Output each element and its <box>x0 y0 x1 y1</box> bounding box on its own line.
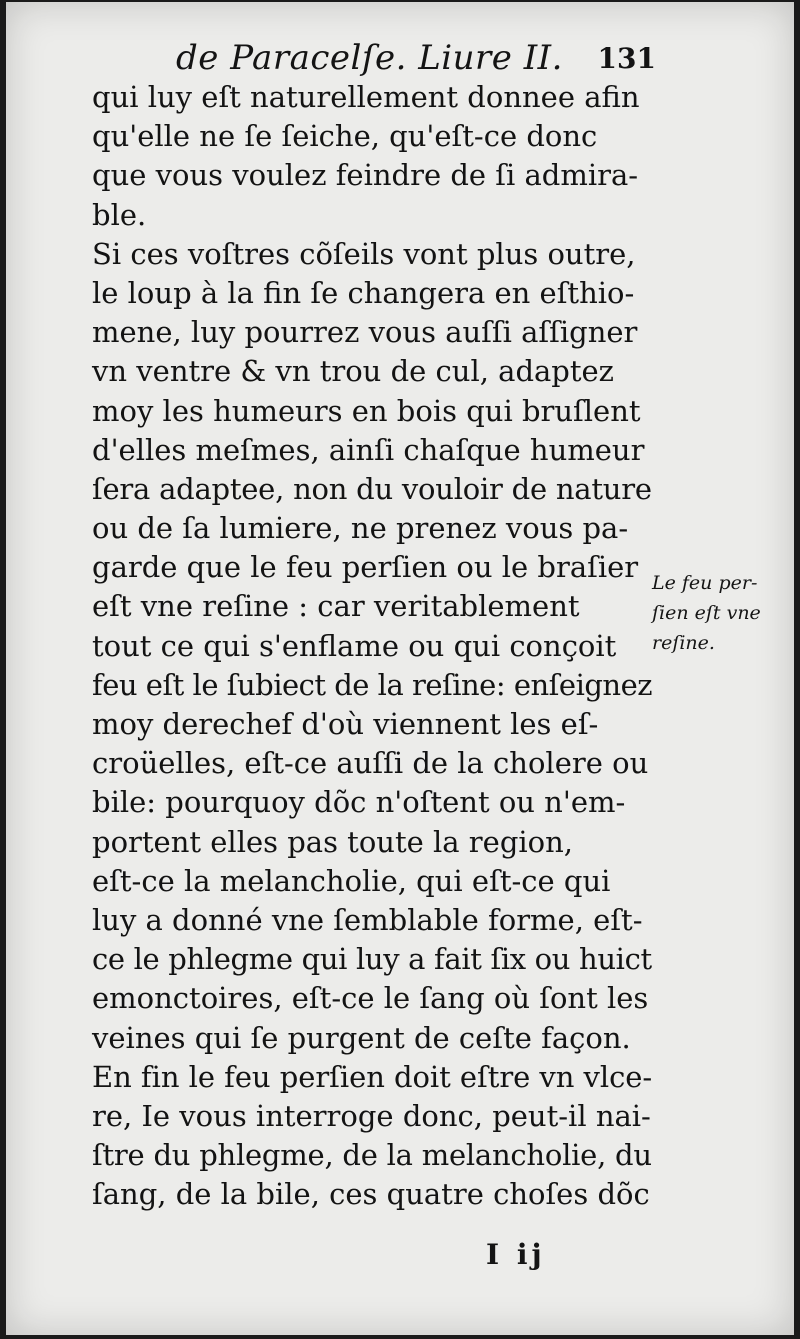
text-line: ſang, de la bile, ces quatre choſes dõc <box>92 1177 650 1212</box>
text-line: le loup à la fin ſe changera en eſthio- <box>92 275 635 310</box>
margin-note-line: Le feu per- <box>652 572 758 594</box>
page-number: 131 <box>597 42 656 75</box>
text-line: veines qui ſe purgent de ceſte façon. <box>92 1020 631 1055</box>
text-line: que vous voulez feindre de ſi admira- <box>92 158 639 193</box>
text-line: ſera adaptee, non du vouloir de nature <box>92 471 652 506</box>
page-header <box>176 30 656 80</box>
text-line: portent elles pas toute la region, <box>92 824 574 859</box>
text-line: eſt-ce la melancholie, qui eſt-ce qui <box>92 863 611 898</box>
signature-mark: I ij <box>486 1238 546 1271</box>
text-line: qu'elle ne ſe ſeiche, qu'eſt-ce donc <box>92 119 598 154</box>
text-line: bile: pourquoy dõc n'oſtent ou n'em- <box>92 785 626 820</box>
text-line: moy derechef d'où viennent les eſ- <box>92 707 599 741</box>
text-line: emonctoires, eſt-ce le ſang où ſont les <box>92 981 649 1016</box>
text-line: tout ce qui s'enflame ou qui conçoit <box>92 628 617 663</box>
text-line: re, Ie vous interroge donc, peut-il nai- <box>92 1098 651 1133</box>
text-line: croüelles, eſt-ce auſſi de la cholere ou <box>92 746 649 781</box>
text-line: ble. <box>92 197 147 232</box>
margin-note <box>652 568 782 658</box>
text-line: qui luy eſt naturellement donnee afin <box>92 80 640 114</box>
margin-note-line: reſine. <box>652 632 715 654</box>
text-line: luy a donné vne ſemblable forme, eſt- <box>92 902 643 937</box>
text-line: ce le phlegme qui luy a fait ſix ou huict <box>92 942 652 977</box>
text-line: moy les humeurs en bois qui bruſlent <box>92 393 641 428</box>
text-line: eſt vne reſine : car veritablement <box>92 589 580 624</box>
text-line: Si ces voſtres cõſeils vont plus outre, <box>92 236 636 271</box>
text-line: d'elles meſmes, ainſi chaſque humeur <box>92 432 645 467</box>
text-line: feu eſt le ſubiect de la reſine: enſeignez <box>92 667 653 702</box>
text-line: garde que le feu perſien ou le braſier <box>92 550 639 585</box>
body-text <box>92 78 652 1214</box>
text-line: ſtre du phlegme, de la melancholie, du <box>92 1138 652 1173</box>
book-page <box>6 2 794 1335</box>
margin-note-line: ſien eſt vne <box>652 602 761 624</box>
text-line: mene, luy pourrez vous auſſi aſſigner <box>92 315 638 350</box>
text-line: ou de ſa lumiere, ne prenez vous pa- <box>92 511 629 546</box>
text-line: vn ventre & vn trou de cul, adaptez <box>92 354 614 389</box>
text-line: En fin le feu perſien doit eſtre vn vlce- <box>92 1059 653 1094</box>
running-head: de Paracelſe. Liure II. <box>176 38 563 78</box>
